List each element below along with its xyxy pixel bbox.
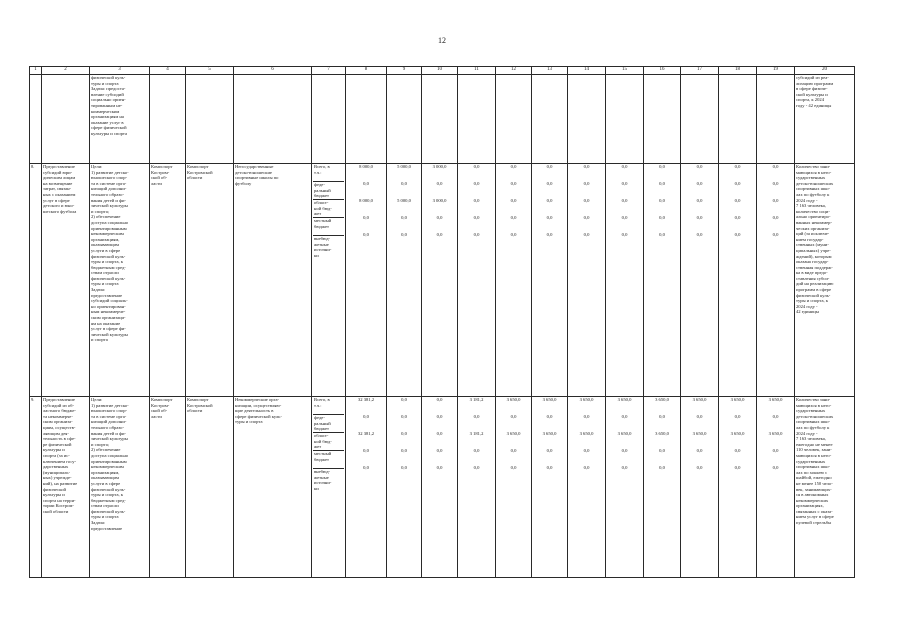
funding-source-label: област- ной бюд- жет	[313, 200, 344, 218]
goals-cell: Цели: 1) развитие детско- юношеского спор- та в системе орга- низаций дополни- тельного образо- вания детей и фи- зической культуры и спорта; 2) обеспечение доступа социально ориентированным некоммерческим организациям, оказывающим услуги в сфере физической куль- туры и спорта, к бюджетным сред- ствам отрасли физической куль- туры и спорта Задача: предоставление субсидий социаль- но ориентирован- ным некоммерче- ским организаци- ям на оказание услуг в сфере фи- зической культуры и спорта	[90, 164, 150, 397]
amount-value: 0,0	[772, 198, 779, 203]
amount-value: 3 650,0	[506, 431, 521, 436]
amount-value: 0,0	[659, 465, 665, 470]
cell	[532, 75, 568, 164]
header-cell: 2	[42, 67, 90, 75]
cell	[42, 75, 90, 164]
amount-column-cell	[606, 164, 644, 397]
amount-value: 0,0	[696, 465, 703, 470]
amount-value: 0,0	[734, 448, 741, 453]
header-cell: 17	[681, 67, 719, 75]
amount-value: 32 381,2	[357, 431, 375, 436]
amount-value: 0,0	[363, 215, 369, 220]
header-cell: 9	[387, 67, 422, 75]
amount-value: 0,0	[734, 181, 741, 186]
funding-source-label: внебюд- жетные источни- ки	[314, 236, 332, 258]
amount-value: 0,0	[583, 414, 590, 419]
amount-value: 0,0	[401, 414, 407, 419]
cell	[312, 75, 346, 164]
amount-value: 3 000,0	[432, 164, 447, 169]
amount-value: 0,0	[436, 431, 443, 436]
amount-value: 0,0	[659, 181, 665, 186]
header-cell: 5	[186, 67, 234, 75]
amount-column-cell	[458, 397, 496, 578]
amount-value: 8 000,0	[359, 198, 373, 203]
goals-cell: Цели: 1) развитие детско- юношеского спор- та в системе орга- низаций дополни- тельного образо- вания детей и фи- зической культуры и спорта; 2) обеспечение доступа социально ориентированным некоммерческим организациям, оказывающим услуги в сфере физической куль- туры и спорта, к бюджетным сред- ствам отрасли физической куль- туры и спорта Задача: предоставление	[90, 397, 150, 578]
amount-column-cell	[606, 397, 644, 578]
header-cell: 7	[312, 67, 346, 75]
amount-value: 3 650,0	[655, 397, 669, 402]
amount-value: 3 650,0	[692, 397, 707, 402]
amount-value: 0,0	[772, 181, 779, 186]
amount-value: 0,0	[621, 164, 628, 169]
amount-column-cell	[346, 397, 387, 578]
header-cell: 18	[719, 67, 757, 75]
amount-value: 0,0	[772, 215, 779, 220]
amount-value: 0,0	[510, 465, 517, 470]
amount-column-cell	[719, 397, 757, 578]
amount-value: 3 650,0	[579, 397, 594, 402]
cell	[422, 75, 458, 164]
amount-value: 0,0	[401, 465, 407, 470]
amount-value: 0,0	[546, 414, 553, 419]
amount-value: 0,0	[401, 431, 407, 436]
amount-value: 0,0	[473, 164, 480, 169]
row-number-cell: 9.	[30, 397, 42, 578]
funding-source-label: местный бюджет	[313, 451, 344, 469]
amount-value: 0,0	[734, 215, 741, 220]
amount-column-cell	[346, 164, 387, 397]
amount-value: 3 650,0	[730, 397, 745, 402]
participant-cell: Компспорт Костромской области	[186, 164, 234, 397]
cell	[186, 75, 234, 164]
amount-column-cell	[644, 397, 681, 578]
header-cell: 19	[757, 67, 795, 75]
amount-value: 0,0	[583, 164, 590, 169]
amount-value: 0,0	[546, 465, 553, 470]
header-cell: 10	[422, 67, 458, 75]
amount-value: 3 181,2	[469, 397, 484, 402]
amount-value: 0,0	[546, 164, 553, 169]
amount-value: 0,0	[510, 232, 517, 237]
funding-source-label: местный бюджет	[313, 218, 344, 236]
amount-value: 0,0	[363, 232, 369, 237]
amount-value: 5 000,0	[397, 198, 411, 203]
amount-value: 0,0	[696, 164, 703, 169]
program-row	[30, 164, 855, 397]
amount-value: 0,0	[510, 181, 517, 186]
amount-value: 0,0	[659, 164, 665, 169]
executor-cell: Компспорт Костром- ской об- ласти	[150, 397, 186, 578]
funding-source-label: област- ной бюд- жет	[313, 433, 344, 451]
amount-value: 0,0	[696, 448, 703, 453]
recipient-cell: Негосударственные детско-юношеские спортивные школы по футболу	[234, 164, 312, 397]
cell	[719, 75, 757, 164]
cell	[568, 75, 606, 164]
amount-column-cell	[496, 397, 532, 578]
amount-value: 0,0	[621, 215, 628, 220]
amount-value: 0,0	[621, 198, 628, 203]
amount-column-cell	[681, 397, 719, 578]
amount-value: 0,0	[659, 448, 665, 453]
header-cell: 4	[150, 67, 186, 75]
amount-value: 0,0	[772, 164, 779, 169]
cell	[757, 75, 795, 164]
cell	[644, 75, 681, 164]
amount-value: 3 650,0	[506, 397, 521, 402]
amount-value: 0,0	[772, 414, 779, 419]
measure-name-cell: Предоставление субсидий из об- ластного бюдже- та некоммерче- ским организа- циям, осуществ- ляющим дея- тельность в сфе- ре физической культуры и спорта (за ис- ключением госу- дарственных (муниципаль- ных) учрежде- ний), на развитие физической культуры и спорта на терри- тории Костром- ской области	[42, 397, 90, 578]
amount-value: 3 650,0	[542, 431, 557, 436]
page-number: 12	[438, 36, 446, 45]
cell	[681, 75, 719, 164]
amount-column-cell	[387, 164, 422, 397]
amount-value: 0,0	[436, 448, 443, 453]
amount-value: 3 650,0	[617, 431, 632, 436]
header-cell: 15	[606, 67, 644, 75]
indicator-cell: Количество зани- мающихся в него- сударственных детско-юношеских спортивных шко- лах по футболу к 2024 году - 7 163 человека, ежегодно не менее 110 человек, зани- мающихся в него- сударственных спортивных шко- лах по хоккею с шайбой, ежегодно не менее 150 чело- век, занимающих- ся в автономных некоммерческих организациях, связанных с оказа- нием услуг в сфере пулевой стрельбы	[795, 397, 855, 578]
funding-source-label: внебюд- жетные источни- ки	[314, 469, 332, 491]
funding-sources-cell	[312, 164, 346, 397]
continuation-row	[30, 75, 855, 164]
amount-value: 0,0	[772, 448, 779, 453]
amount-column-cell	[568, 164, 606, 397]
amount-column-cell	[757, 397, 795, 578]
amount-value: 0,0	[696, 232, 703, 237]
measure-name-cell: Предоставление субсидий юри- дическим лицам на возмещение затрат, связан- ных с оказанием услуг в сфере детского и юно- шеского футбола	[42, 164, 90, 397]
header-cell: 12	[496, 67, 532, 75]
cell	[30, 75, 42, 164]
header-cell: 1	[30, 67, 42, 75]
header-cell: 20	[795, 67, 855, 75]
header-cell: 11	[458, 67, 496, 75]
amount-value: 32 381,2	[357, 397, 375, 402]
amount-value: 0,0	[621, 414, 628, 419]
amount-value: 0,0	[401, 232, 407, 237]
cell	[387, 75, 422, 164]
funding-source-label: феде- ральный бюджет	[313, 182, 344, 200]
amount-value: 0,0	[401, 181, 407, 186]
amount-value: 0,0	[473, 414, 480, 419]
amount-value: 0,0	[510, 164, 517, 169]
amount-value: 0,0	[363, 414, 369, 419]
header-row	[30, 67, 855, 75]
amount-column-cell	[644, 164, 681, 397]
amount-value: 0,0	[546, 232, 553, 237]
amount-value: 0,0	[510, 198, 517, 203]
amount-value: 0,0	[473, 215, 480, 220]
amount-value: 0,0	[363, 448, 369, 453]
amount-value: 0,0	[583, 198, 590, 203]
amount-value: 0,0	[473, 198, 480, 203]
amount-value: 0,0	[621, 232, 628, 237]
amount-value: 0,0	[401, 215, 407, 220]
cell	[496, 75, 532, 164]
amount-column-cell	[496, 164, 532, 397]
header-cell: 8	[346, 67, 387, 75]
amount-value: 0,0	[546, 448, 553, 453]
amount-value: 0,0	[436, 232, 443, 237]
amount-value: 0,0	[659, 215, 665, 220]
program-table	[29, 66, 855, 578]
amount-value: 0,0	[436, 397, 443, 402]
amount-value: 0,0	[401, 448, 407, 453]
amount-value: 0,0	[772, 232, 779, 237]
header-cell: 3	[90, 67, 150, 75]
amount-value: 0,0	[696, 215, 703, 220]
amount-column-cell	[422, 397, 458, 578]
amount-value: 0,0	[436, 215, 443, 220]
amount-value: 3 650,0	[768, 431, 783, 436]
amount-value: 3 650,0	[617, 397, 632, 402]
amount-column-cell	[458, 164, 496, 397]
amount-column-cell	[387, 397, 422, 578]
amount-value: 0,0	[659, 414, 665, 419]
row-number-cell: 8.	[30, 164, 42, 397]
amount-value: 0,0	[510, 448, 517, 453]
amount-value: 0,0	[583, 181, 590, 186]
amount-value: 3 000,0	[432, 198, 447, 203]
amount-value: 3 650,0	[655, 431, 669, 436]
amount-value: 0,0	[734, 414, 741, 419]
amount-value: 0,0	[473, 448, 480, 453]
amount-value: 0,0	[696, 181, 703, 186]
amount-value: 0,0	[510, 414, 517, 419]
amount-value: 0,0	[734, 465, 741, 470]
amount-column-cell	[422, 164, 458, 397]
amount-value: 0,0	[473, 181, 480, 186]
amount-value: 0,0	[436, 181, 443, 186]
funding-source-label: феде- ральный бюджет	[313, 415, 344, 433]
header-cell: 13	[532, 67, 568, 75]
indicator-cell: субсидий из реа- лизацию программ в сфере физиче- ской культуры и спорта, к 2024 году - 42 единицы	[795, 75, 855, 164]
amount-value: 0,0	[546, 198, 553, 203]
amount-value: 0,0	[473, 465, 480, 470]
amount-value: 0,0	[696, 198, 703, 203]
executor-cell: Компспорт Костром- ской об- ласти	[150, 164, 186, 397]
amount-value: 3 650,0	[692, 431, 707, 436]
amount-value: 3 650,0	[768, 397, 783, 402]
cell	[150, 75, 186, 164]
amount-value: 0,0	[436, 414, 443, 419]
amount-value: 0,0	[621, 181, 628, 186]
program-row	[30, 397, 855, 578]
indicator-cell: Количество зани- мающихся в него- сударственных детско-юношеских спортивных шко- лах по футболу к 2024 году - 7 163 человека, количество соци- ально ориентиро- ванных некоммер- ческих организа- ций (за исключе- нием государ- ственных (муни- ципальных) учре- ждений), которым оказана государ- ственная поддерж- ка в виде предо- ставления субси- дий на реализацию программ в сфере физической куль- туры и спорта, к 2024 году - 42 единицы	[795, 164, 855, 397]
amount-value: 8 000,0	[359, 164, 373, 169]
cell	[458, 75, 496, 164]
amount-value: 0,0	[363, 465, 369, 470]
amount-value: 0,0	[436, 465, 443, 470]
amount-value: 0,0	[734, 164, 741, 169]
task-text-cell: физической куль- туры и спорта Задача: предоста- вление субсидий социально ориен- тированным не- коммерческим организациям на оказание услуг в сфере физической культуры и спорта	[90, 75, 150, 164]
amount-column-cell	[719, 164, 757, 397]
amount-value: 0,0	[546, 181, 553, 186]
amount-value: 0,0	[696, 414, 703, 419]
amount-column-cell	[681, 164, 719, 397]
amount-value: 0,0	[734, 198, 741, 203]
funding-source-label: Всего, в т.ч.:	[313, 164, 344, 182]
header-cell: 6	[234, 67, 312, 75]
amount-value: 3 650,0	[579, 431, 594, 436]
amount-value: 3 650,0	[730, 431, 745, 436]
funding-source-label: Всего, в т.ч.:	[313, 397, 344, 415]
header-cell: 16	[644, 67, 681, 75]
amount-value: 0,0	[621, 448, 628, 453]
amount-column-cell	[532, 164, 568, 397]
cell	[606, 75, 644, 164]
amount-value: 0,0	[659, 232, 665, 237]
amount-value: 3 650,0	[542, 397, 557, 402]
amount-value: 5 000,0	[397, 164, 411, 169]
amount-value: 0,0	[583, 465, 590, 470]
amount-column-cell	[532, 397, 568, 578]
funding-sources-cell	[312, 397, 346, 578]
amount-value: 0,0	[583, 448, 590, 453]
amount-value: 0,0	[621, 465, 628, 470]
amount-value: 0,0	[772, 465, 779, 470]
cell	[234, 75, 312, 164]
amount-value: 0,0	[363, 181, 369, 186]
cell	[346, 75, 387, 164]
amount-value: 0,0	[401, 397, 407, 402]
amount-value: 0,0	[473, 232, 480, 237]
amount-value: 0,0	[734, 232, 741, 237]
amount-value: 0,0	[510, 215, 517, 220]
recipient-cell: Некоммерческие орга- низации, осуществляю- щие деятельность в сфере физической куль- туры и спорта	[234, 397, 312, 578]
amount-value: 3 181,2	[469, 431, 484, 436]
amount-column-cell	[568, 397, 606, 578]
amount-column-cell	[757, 164, 795, 397]
amount-value: 0,0	[583, 215, 590, 220]
amount-value: 0,0	[583, 232, 590, 237]
participant-cell: Компспорт Костромской области	[186, 397, 234, 578]
amount-value: 0,0	[546, 215, 553, 220]
amount-value: 0,0	[659, 198, 665, 203]
header-cell: 14	[568, 67, 606, 75]
